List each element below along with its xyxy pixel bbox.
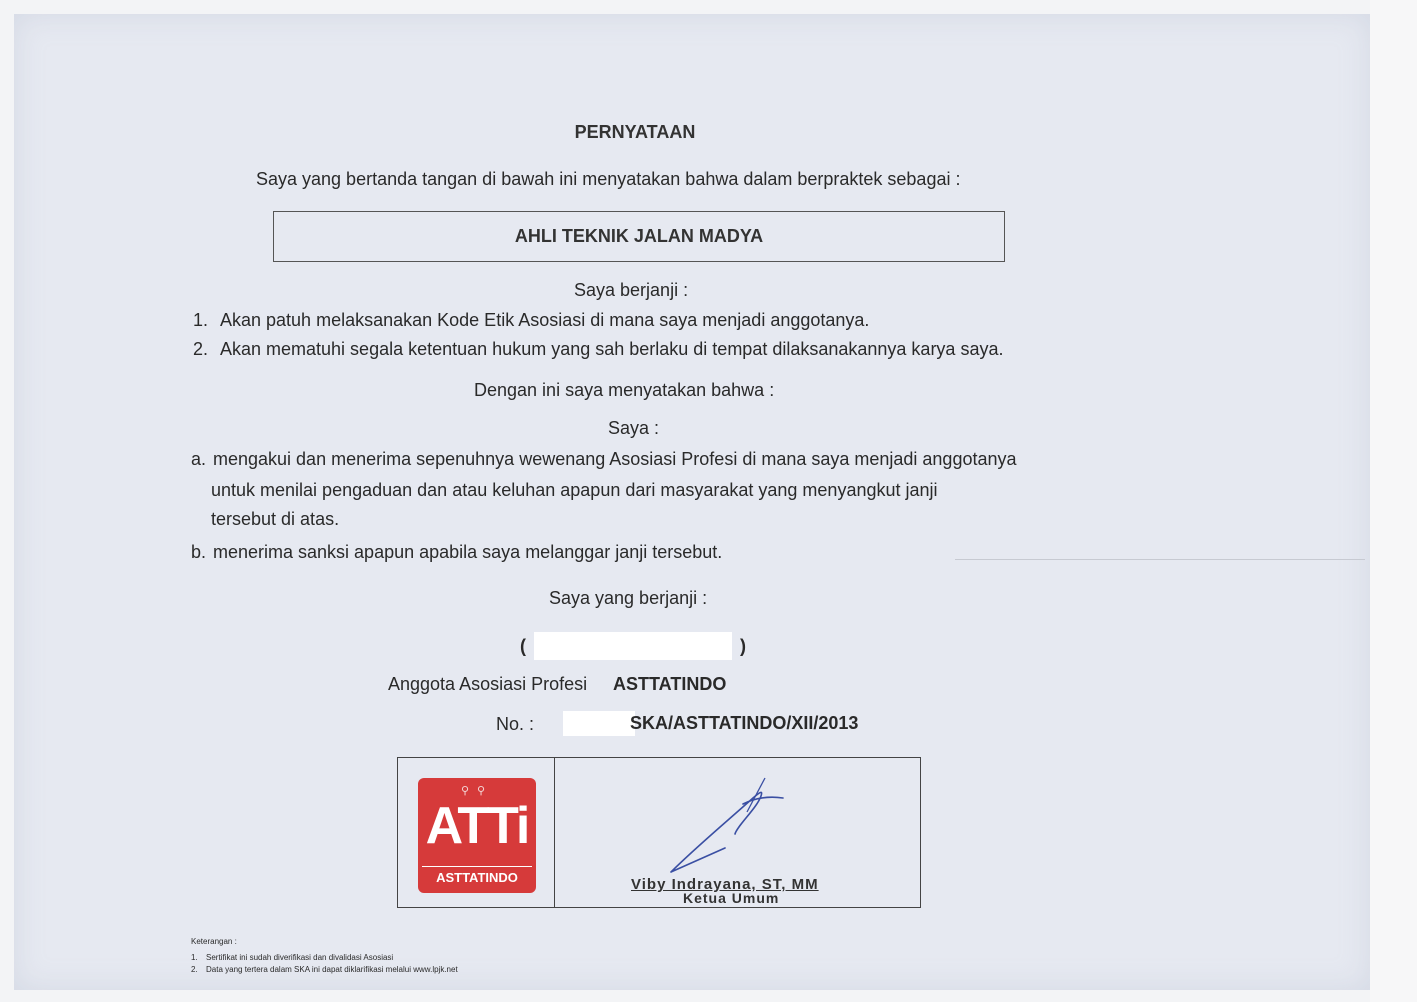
signer-heading: Saya yang berjanji : bbox=[549, 588, 708, 608]
promise-number: 2. bbox=[193, 339, 209, 359]
logo-subtext: ASTTATINDO bbox=[422, 866, 532, 885]
document-title: PERNYATAAN bbox=[574, 122, 696, 142]
scan-edge bbox=[1370, 0, 1417, 1002]
association-name: ASTTATINDO bbox=[613, 674, 727, 694]
logo-emblem: ⚲⚲ bbox=[460, 785, 494, 797]
promise-text: Akan mematuhi segala ketentuan hukum yang sah berlaku di tempat dilaksanakannya karya saya. bbox=[220, 339, 1004, 359]
declare-heading: Dengan ini saya menyatakan bahwa : bbox=[474, 380, 775, 400]
redacted-name bbox=[534, 632, 732, 660]
notes-heading: Keterangan : bbox=[191, 937, 237, 946]
saya-heading: Saya : bbox=[608, 418, 660, 438]
signatory-name: Viby Indrayana, ST, MM bbox=[631, 876, 819, 893]
paren-open: ( bbox=[520, 636, 526, 656]
signature-box bbox=[397, 757, 921, 908]
certificate-number: SKA/ASTTATINDO/XII/2013 bbox=[630, 713, 859, 733]
handwritten-signature bbox=[665, 768, 835, 878]
paren-close: ) bbox=[740, 636, 746, 656]
fold-line bbox=[955, 559, 1365, 560]
profession-title: AHLI TEKNIK JALAN MADYA bbox=[514, 226, 764, 246]
note-number: 1. bbox=[191, 953, 198, 962]
redacted-number bbox=[563, 711, 635, 736]
note-number: 2. bbox=[191, 965, 198, 974]
logo-cell bbox=[398, 758, 555, 907]
statement-line: untuk menilai pengaduan dan atau keluhan apapun dari masyarakat yang menyangkut janji bbox=[211, 480, 938, 500]
statement-letter: a. bbox=[191, 449, 207, 469]
promise-text: Akan patuh melaksanakan Kode Etik Asosiasi di mana saya menjadi anggotanya. bbox=[220, 310, 870, 330]
member-label: Anggota Asosiasi Profesi bbox=[388, 674, 588, 694]
note-text: Sertifikat ini sudah diverifikasi dan divalidasi Asosiasi bbox=[206, 953, 394, 962]
signature-cell bbox=[555, 758, 920, 907]
promise-heading: Saya berjanji : bbox=[574, 280, 689, 300]
intro-text: Saya yang bertanda tangan di bawah ini menyatakan bahwa dalam berpraktek sebagai : bbox=[256, 169, 961, 189]
note-text: Data yang tertera dalam SKA ini dapat diklarifikasi melalui www.lpjk.net bbox=[206, 965, 458, 974]
promise-number: 1. bbox=[193, 310, 209, 330]
number-label: No. : bbox=[496, 714, 535, 734]
statement-line: menerima sanksi apapun apabila saya melanggar janji tersebut. bbox=[213, 542, 723, 562]
profession-box bbox=[273, 211, 1005, 262]
statement-letter: b. bbox=[191, 542, 207, 562]
signatory-title: Ketua Umum bbox=[683, 890, 780, 906]
asttatindo-logo bbox=[418, 778, 536, 893]
logo-text: ATTi bbox=[425, 797, 529, 855]
statement-line: mengakui dan menerima sepenuhnya wewenang Asosiasi Profesi di mana saya menjadi anggotanya bbox=[213, 449, 1017, 469]
statement-line: tersebut di atas. bbox=[211, 509, 340, 529]
